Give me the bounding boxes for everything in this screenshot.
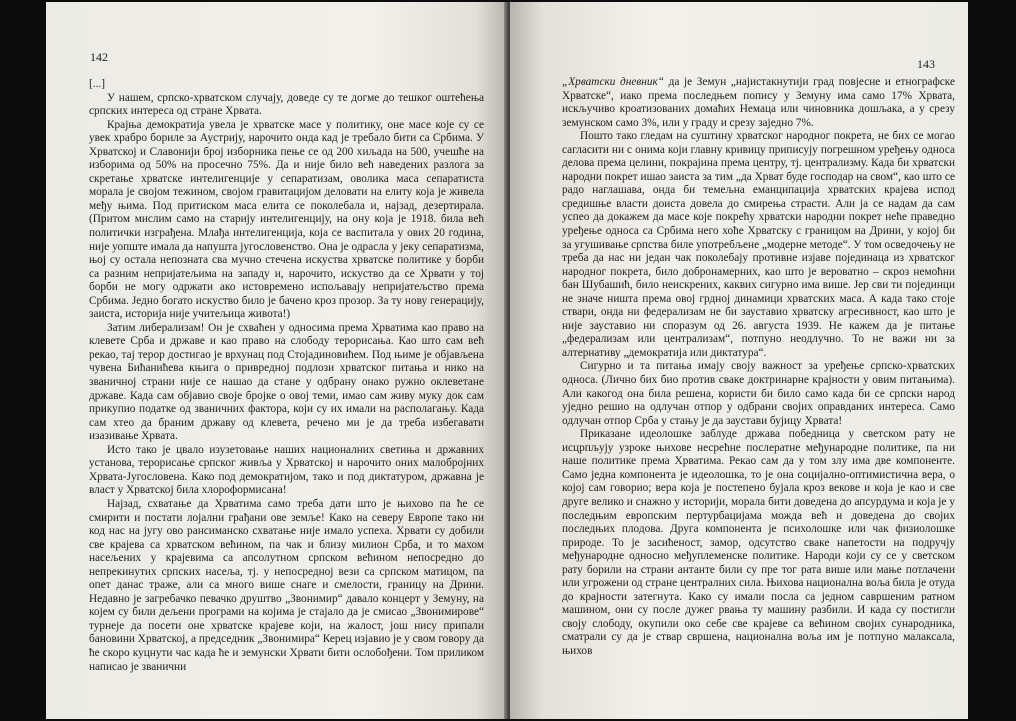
paragraph: У нашем, српско-хрватском случају, доведе су те догме до тешког оштећења српских интереса од стране Хрвата. bbox=[89, 91, 484, 118]
page-number: 143 bbox=[917, 57, 935, 71]
paragraph: Затим либерализам! Он је схваћен у односима према Хрватима као право на клевете Срба и државе и као право на слободу терорисања. Као што сам већ рекао, тај терор достигао је врхунац под Стојадиновићем. Под њиме је објављена чувена Бићанићева књига о привредној подлози хрватског питања и нико на званичној страни није се нашао да стане у одбрану онако ружно оклеветане државе. Када сам објавио своје бројке о овој теми, имао сам живу муку док сам прикупио податке од званичних фактора, који су их имали на располагању. Када сам хтео да браним државу од клевета, речено ми је да треба избегавати изазивање Хрвата. bbox=[89, 321, 484, 443]
page-text bbox=[89, 78, 484, 674]
paragraph: Сигурно и та питања имају своју важност за уређење српско-хрватских односа. (Лично бих био против сваке доктринарне крајности у овим питањима). Али какогод она била решена, користи би било само када би се српски народ уједно решио на одлучан отпор у одбрани својих оправданих интереса. Само одлучан отпор Срба у стању је да заустави бујицу Хрвата! bbox=[562, 360, 955, 427]
paragraph bbox=[562, 76, 955, 130]
paragraph-text: да је Земун „најистакнутији град повјесне и етнографске Хрватске“, иако према последњем попису у Земуну има само 17% Хрвата, искључиво кроатизованих домаћих Немаца или чиновника дошљака, а у срезу земунском само 3%, или у граду и срезу заједно 7%. bbox=[562, 76, 956, 129]
newspaper-title: „Хрватски дневник“ bbox=[562, 76, 665, 88]
paragraph: [...] bbox=[89, 78, 105, 90]
paragraph: Најзад, схватање да Хрватима само треба дати што је њихово па ће се смирити и постати лојални грађани ове земље! Како на северу Европе тако ни код нас на југу ово рансиманско схватање није имало успеха. Хрвати су добили све крајева са хрватском већином, па чак и близу милион Срба, и то махом насељених у крајевима са апсолутном српском већином непосредно до непрекинутих српских насеља, тј. у непосредној вези са српском матицом, па опет данас траже, али са много више снаге и смелости, границу на Дрини. Недавно је загребачко певачко друштво „Звонимир“ давало концерт у Земуну, на којем су били дељени програми на којима је стајало да је смисао „Звонимирове“ турнеје да посети оне хрватске крајеве који, на жалост, још нису припали бановини Хрватској, а председник „Звонимира“ Керец изјавио је у свом говору да ће скоро куцнути час када ће и земунски Хрвати бити ослобођени. Том приликом написао је званични bbox=[89, 497, 484, 673]
left-page bbox=[46, 2, 508, 719]
right-page bbox=[510, 2, 968, 719]
paragraph: Приказане идеолошке заблуде држава победница у светском рату не исцрпљују узроке њихове несрећне послератне међународне политике, па ни наше политике према Хрватима. Рекао сам да у том злу има две компоненте. Само једна компонента је идеолошка, то је она социјално-оптимистична вера, о којој сам говорио; вера која је постепено бујала кроз векове и која је као и све друге велико и снажно у историји, морала бити доведена до апсурдума и која је у последњим европским пертурбацијама можда већ и доведена до својих последњих плодова. Друга компонента је психолошке или чак физиолошке природе. То је засићеност, замор, одсутство сваке напетости на подручју међународне односно међуплеменске политике. Народи који су се у светском рату борили на страни антанте били су пре тог рата више или мање потлачени или угрожени од стране централних сила. Њихова национална воља била је отуда до крајности затегнута. Како су имали посла са једном савршеним ратном машином, они су после дужег рвања ту машину разбили. И када су постигли своју слободу, окупили око себе све крајеве са већином својих сународника, сматрали су да је ствар свршена, национална воља им је потпуно малаксала, њихов bbox=[562, 428, 955, 657]
page-number: 142 bbox=[90, 50, 108, 64]
paragraph: Крајња демократија увела је хрватске масе у политику, оне масе које су се увек храбро бориле за Аустрију, нарочито онда кад је требало бити са Србима. У Хрватској и Славонији број изборника пење се од 200 хиљада на 500, учешће на изборима од 50% на просечно 75%. Да и није било већ наведених разлога за скретање хрватске интелигенције у сепаратизам, оволика маса сепаратиста морала је својом тежином, својом гравитацијом деловати на елиту која је живела међу њима. Под притиском маса елита се поколебала и, најзад, дезертирала. (Притом мислим само на старију интелигенцију, на ону која је 1918. била већ политички изграђена. Млађа интелигенција, која се васпитала у ових 20 година, није уопште имала да напушта југословенство. Она је одрасла у јеку сепаратизма, њој су остала непозната сва мучно стечена искуства хрватске политике у борби са разним непријатељима на западу и, нарочито, искуство да се Хрвати у тој борби не могу одржати ако истовремено испољавају непријатељство према Србима. Једно богато искуство било је бачено кроз прозор. За ту нову генерацију, заиста, историја није учитељица живота!) bbox=[89, 118, 484, 321]
paragraph: Пошто тако гледам на суштину хрватског народног покрета, не бих се могао сагласити ни с онима који главну кривицу приписују погрешном уређењу односа делова према целини, покрајина према центру, тј. централизму. Када би хрватски народни покрет ишао заиста за тим „да Хрват буде господар на свом“, као што се радо наглашава, онда би темељна еманципација хрватских крајева испод средишње власти доиста довела до смирења страсти. Али ја се надам да сам успео да докажем да масе које покрећу хрватски народни покрет неће праведно уређење односа са Србима него хоће Хрватску с границом на Дрини, у којој би за угушивање српства биле употребљене „модерне методе“. У том осведочењу не треба да нас ни један чак поколебају противне изјаве појединаца из хрватског народног покрета, било добронамерних, као што је вероватно – скроз немоћни бан Шубашић, било неискрених, каквих сигурно има више. Јер сви ти појединци не значе ништа према овој грдној динамици хрватских маса. А када тако стоје ствари, онда ни федерализам не би зауставио хрватску агресивност, као што је није зауставио ни споразум од 26. августа 1939. Не кажем да је питање „федерализам или централизам“, потпуно неодлучно. То не важи ни за алтернативу „демократија или диктатура“. bbox=[562, 130, 955, 359]
paragraph: Исто тако је цвало изузетовање наших националних светиња и државних установа, терорисање српског живља у Хрватској и нарочито оних малобројних Хрвата-Југословена. Како под демократијом, тако и под диктатуром, државна је власт у Хрватској била хлороформисана! bbox=[89, 443, 484, 497]
page-text bbox=[562, 76, 955, 659]
